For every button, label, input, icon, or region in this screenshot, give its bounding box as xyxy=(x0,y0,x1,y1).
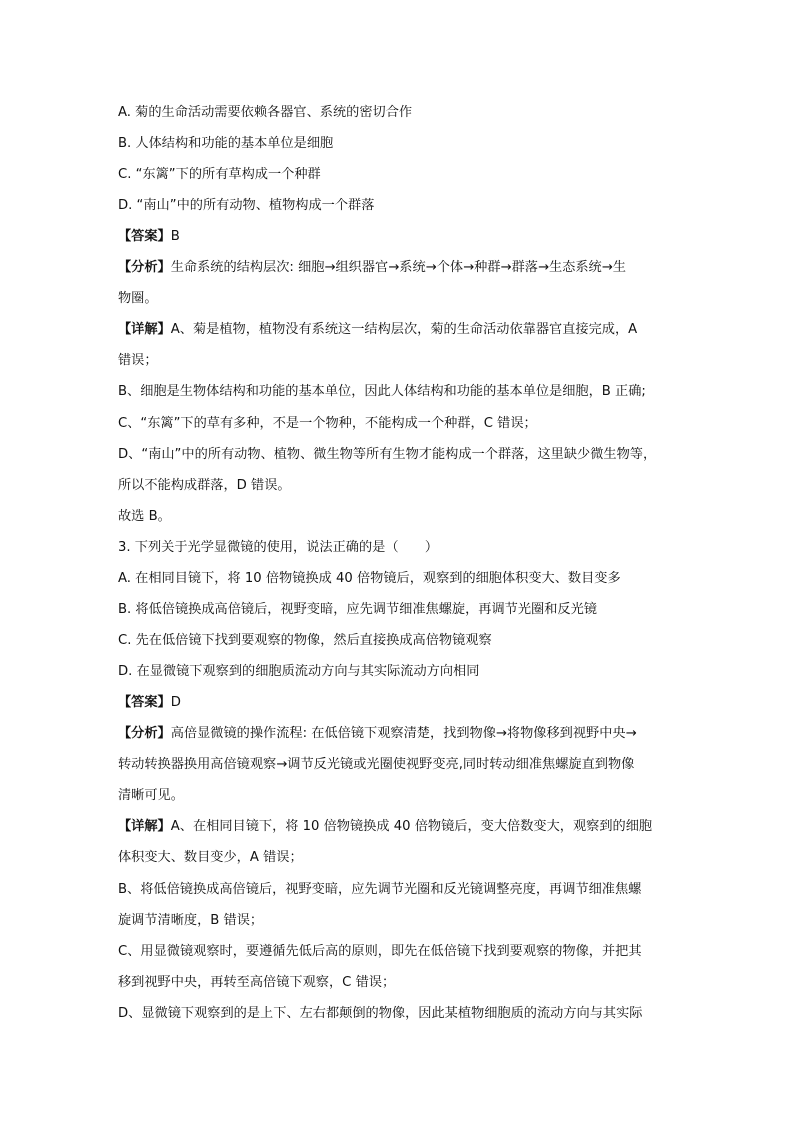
q3-analysis-line-2: 转动转换器换用高倍镜观察→调节反光镜或光圈使视野变亮,同时转动细准焦螺旋直到物像 xyxy=(118,757,635,772)
q2-detail-line-1 xyxy=(118,320,637,340)
q3-answer-line xyxy=(118,693,181,713)
q2-conclusion: 故选 B。 xyxy=(118,509,171,524)
q3-option-a: A. 在相同目镜下，将 10 倍物镜换成 40 倍物镜后，观察到的细胞体积变大、数目变多 xyxy=(118,571,621,586)
q2-detail-line-3: B、细胞是生物体结构和功能的基本单位，因此人体结构和功能的基本单位是细胞，B 正确; xyxy=(118,384,646,399)
q3-option-d: D. 在显微镜下观察到的细胞质流动方向与其实际流动方向相同 xyxy=(118,664,480,679)
q3-detail-line-5: C、用显微镜观察时，要遵循先低后高的原则，即先在低倍镜下找到要观察的物像，并把其 xyxy=(118,944,642,959)
q2-option-d: D. “南山”中的所有动物、植物构成一个群落 xyxy=(118,198,375,213)
q3-analysis-line-3: 清晰可见。 xyxy=(118,788,184,803)
q2-detail-line-2: 错误； xyxy=(118,353,158,368)
q3-detail-text-1: A、在相同目镜下，将 10 倍物镜换成 40 倍物镜后，变大倍数变大，观察到的细胞 xyxy=(170,819,653,834)
q3-answer-value: D xyxy=(170,695,181,710)
q3-answer-tag: 【答案】 xyxy=(118,695,171,710)
q2-analysis-line-1 xyxy=(118,258,626,278)
q2-answer-line xyxy=(118,227,180,247)
q2-option-c: C. “东篱”下的所有草构成一个种群 xyxy=(118,167,321,182)
q3-analysis-tag: 【分析】 xyxy=(118,726,171,741)
q3-detail-line-7: D、显微镜下观察到的是上下、左右都颠倒的物像，因此某植物细胞质的流动方向与其实际 xyxy=(118,1006,643,1021)
q2-detail-line-6: 所以不能构成群落，D 错误。 xyxy=(118,478,291,493)
q3-detail-line-1 xyxy=(118,817,652,837)
q3-analysis-text-1: 高倍显微镜的操作流程: 在低倍镜下观察清楚，找到物像→将物像移到视野中央→ xyxy=(170,726,637,741)
q3-detail-line-2: 体积变大、数目变少，A 错误； xyxy=(118,850,303,865)
q3-analysis-line-1 xyxy=(118,724,637,744)
q2-option-a: A. 菊的生命活动需要依赖各器官、系统的密切合作 xyxy=(118,105,413,120)
q2-answer-tag: 【答案】 xyxy=(118,229,171,244)
q2-answer-value: B xyxy=(170,229,180,244)
q2-analysis-line-2: 物圈。 xyxy=(118,291,158,306)
q3-detail-line-3: B、将低倍镜换成高倍镜后，视野变暗，应先调节光圈和反光镜调整亮度，再调节细准焦螺 xyxy=(118,882,642,897)
q2-detail-line-5: D、“南山”中的所有动物、植物、微生物等所有生物才能构成一个群落，这里缺少微生物等， xyxy=(118,447,657,462)
q2-detail-line-4: C、“东篱”下的草有多种，不是一个物种，不能构成一个种群，C 错误； xyxy=(118,416,537,431)
q3-option-b: B. 将低倍镜换成高倍镜后，视野变暗，应先调节细准焦螺旋，再调节光圈和反光镜 xyxy=(118,602,597,617)
q3-detail-line-6: 移到视野中央，再转至高倍镜下观察，C 错误； xyxy=(118,975,396,990)
q2-analysis-text-1: 生命系统的结构层次: 细胞→组织器官→系统→个体→种群→群落→生态系统→生 xyxy=(170,260,626,275)
q3-stem: 3. 下列关于光学显微镜的使用，说法正确的是（ ） xyxy=(118,540,439,555)
q3-detail-tag: 【详解】 xyxy=(118,819,171,834)
q2-option-b: B. 人体结构和功能的基本单位是细胞 xyxy=(118,136,334,151)
q2-analysis-tag: 【分析】 xyxy=(118,260,171,275)
q3-option-c: C. 先在低倍镜下找到要观察的物像，然后直接换成高倍物镜观察 xyxy=(118,633,492,648)
q3-detail-line-4: 旋调节清晰度，B 错误； xyxy=(118,913,264,928)
q2-detail-tag: 【详解】 xyxy=(118,322,171,337)
q2-detail-text-1: A、菊是植物，植物没有系统这一结构层次，菊的生命活动依靠器官直接完成，A xyxy=(170,322,638,337)
